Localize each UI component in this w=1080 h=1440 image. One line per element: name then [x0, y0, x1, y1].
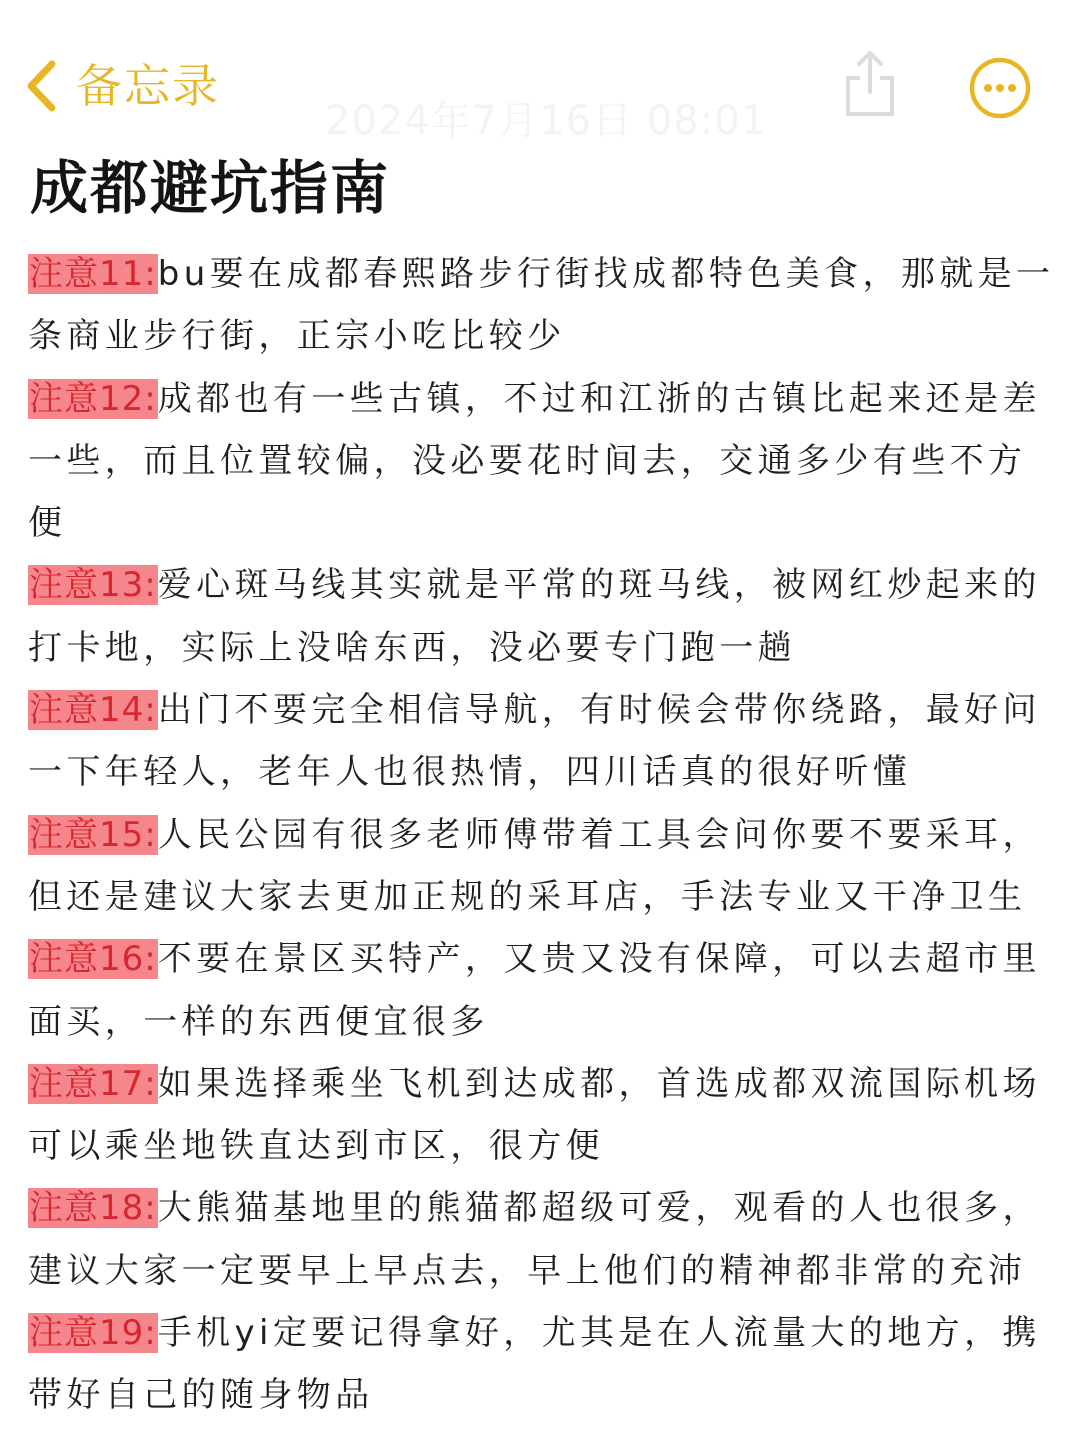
navigation-bar	[0, 0, 1080, 144]
tip-text: 爱心斑马线其实就是平常的斑马线，被网红炒起来的打卡地，实际上没啥东西，没必要专门跑一趟	[28, 565, 1041, 668]
tip-label: 注意18:	[29, 1188, 157, 1229]
tip-label: 注意11:	[29, 254, 157, 294]
tip-label: 注意16:	[29, 939, 157, 980]
note-timestamp: 2024年7月16日 08:01	[325, 98, 768, 144]
tip-label: 注意15:	[29, 814, 157, 855]
tip-item	[28, 679, 1058, 804]
share-icon[interactable]	[840, 48, 900, 120]
tip-label: 注意17:	[29, 1063, 157, 1104]
tip-item	[28, 1177, 1058, 1302]
tip-text: 不要在景区买特产，又贵又没有保障，可以去超市里面买，一样的东西便宜很多	[28, 939, 1041, 1042]
tips-list	[28, 243, 1058, 1427]
back-button[interactable]	[22, 56, 220, 116]
note-title: 成都避坑指南	[30, 154, 391, 222]
tip-text: bu要在成都春熙路步行街找成都特色美食，那就是一条商业步行街，正宗小吃比较少	[28, 254, 1055, 357]
tip-text: 手机yi定要记得拿好，尤其是在人流量大的地方，携带好自己的随身物品	[28, 1313, 1041, 1416]
tip-text: 出门不要完全相信导航，有时候会带你绕路，最好问一下年轻人，老年人也很热情，四川话真的很好听懂	[28, 690, 1041, 793]
tip-text: 大熊猫基地里的熊猫都超级可爱，观看的人也很多，建议大家一定要早上早点去，早上他们的精神都非常的充沛	[28, 1188, 1041, 1291]
more-icon[interactable]	[968, 56, 1032, 120]
tip-text: 人民公园有很多老师傅带着工具会问你要不要采耳，但还是建议大家去更加正规的采耳店，手法专业又干净卫生	[28, 814, 1041, 917]
tip-item	[28, 1053, 1058, 1178]
tip-label: 注意13:	[29, 565, 157, 606]
back-label: 备忘录	[76, 59, 220, 113]
tip-label: 注意12:	[29, 378, 157, 419]
tip-item	[28, 804, 1058, 929]
tip-item	[28, 1302, 1058, 1427]
tip-item	[28, 368, 1058, 555]
tip-item	[28, 243, 1058, 368]
tip-label: 注意14:	[29, 690, 157, 731]
tip-item	[28, 928, 1058, 1053]
tip-text: 如果选择乘坐飞机到达成都，首选成都双流国际机场可以乘坐地铁直达到市区，很方便	[28, 1063, 1041, 1167]
tip-text: 成都也有一些古镇，不过和江浙的古镇比起来还是差一些，而且位置较偏，没必要花时间去，交通多少有些不方便	[28, 378, 1041, 544]
tip-item	[28, 554, 1058, 679]
tip-label: 注意19:	[29, 1313, 157, 1354]
chevron-left-icon	[22, 58, 62, 114]
